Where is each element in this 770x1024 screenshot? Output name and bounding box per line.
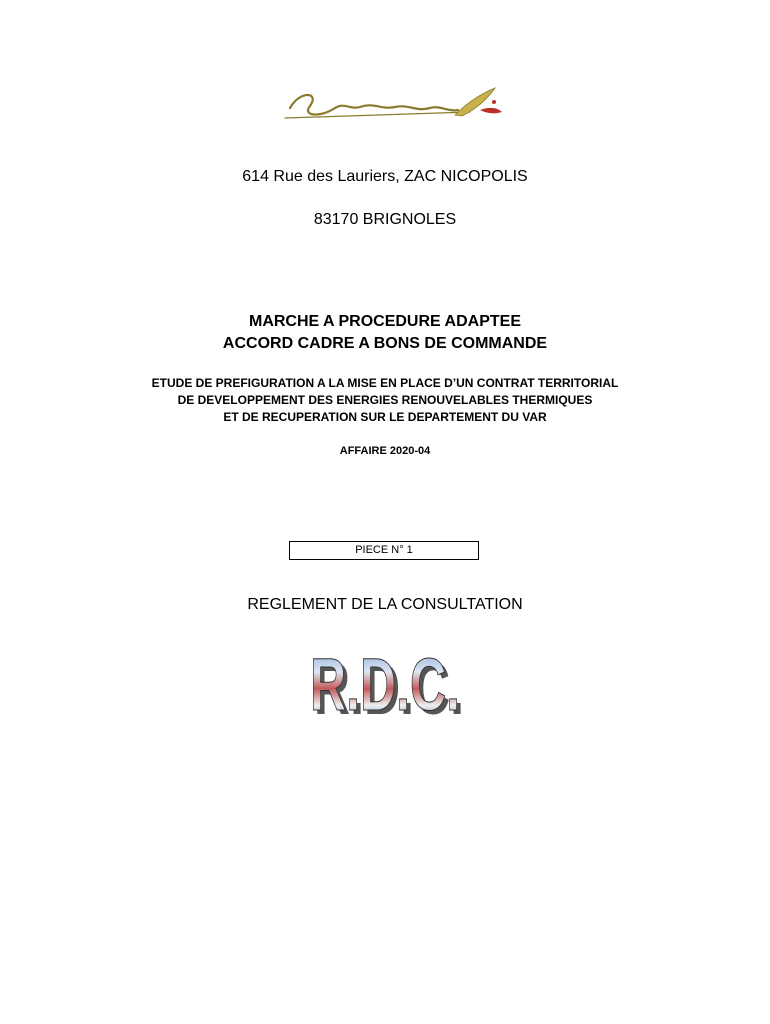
rdc-logo-shadow: R.D.C. (314, 647, 464, 725)
subject-line-3: ET DE RECUPERATION SUR LE DEPARTEMENT DU VAR (223, 410, 547, 424)
symielec-logo (280, 80, 510, 130)
procedure-title: MARCHE A PROCEDURE ADAPTEE (248, 313, 521, 330)
city-line: 83170 BRIGNOLES (313, 211, 457, 228)
rdc-logo (300, 640, 470, 725)
logo-script-stroke (290, 95, 458, 115)
affaire-number: AFFAIRE 2020-04 (339, 445, 431, 457)
address-line: 614 Rue des Lauriers, ZAC NICOPOLIS (242, 168, 528, 185)
subject-line-2: DE DEVELOPPEMENT DES ENERGIES RENOUVELABLES THERMIQUES (177, 393, 593, 407)
agreement-title: ACCORD CADRE A BONS DE COMMANDE (222, 335, 548, 352)
document-type-title: REGLEMENT DE LA CONSULTATION (247, 596, 523, 613)
piece-number-box: PIECE N° 1 (289, 541, 479, 560)
logo-red-accent (480, 108, 502, 113)
logo-red-dot (492, 100, 496, 104)
subject-line-1: ETUDE DE PREFIGURATION A LA MISE EN PLACE D’UN CONTRAT TERRITORIAL (151, 376, 619, 390)
rdc-logo-text: R.D.C. (310, 643, 460, 725)
